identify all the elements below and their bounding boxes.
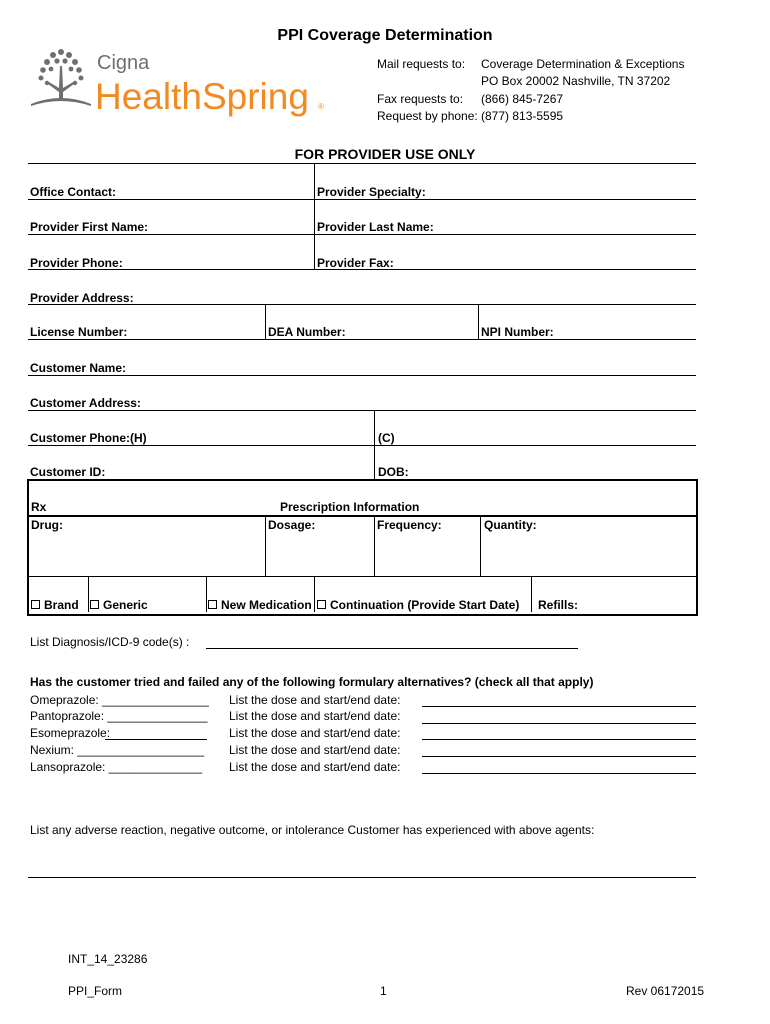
alternative-dose-input[interactable] — [422, 773, 696, 774]
generic-option[interactable] — [90, 598, 148, 612]
alternative-dose-label: List the dose and start/end date: — [229, 743, 401, 757]
fax-value: (866) 845-7267 — [481, 91, 564, 106]
phone-value: (877) 813-5595 — [481, 108, 564, 123]
column-divider — [206, 576, 207, 612]
alternative-drug: Esomeprazole: — [30, 726, 111, 740]
field-underline — [28, 375, 696, 376]
prescription-heading: Prescription Information — [280, 500, 420, 514]
form-title: PPI Coverage Determination — [277, 27, 493, 44]
column-divider — [480, 515, 481, 576]
alternative-dose-input[interactable] — [422, 706, 696, 707]
license-number-label: License Number: — [30, 325, 128, 339]
form-id: INT_14_23286 — [68, 952, 148, 966]
column-divider — [265, 304, 266, 339]
provider-first-name-label: Provider First Name: — [30, 220, 149, 234]
field-underline — [28, 234, 696, 235]
column-divider — [265, 515, 266, 576]
cigna-healthspring-logo — [27, 42, 327, 117]
continuation-option[interactable] — [317, 598, 519, 612]
field-underline — [28, 339, 696, 340]
provider-specialty-label: Provider Specialty: — [317, 185, 426, 199]
npi-number-label: NPI Number: — [481, 325, 554, 339]
form-name: PPI_Form — [68, 984, 123, 998]
new-medication-option[interactable] — [208, 598, 312, 612]
adverse-reaction-input[interactable] — [28, 877, 696, 878]
alternative-drug: Omeprazole: ________________ — [30, 693, 209, 707]
brand-checkbox[interactable] — [31, 600, 40, 609]
refills-label: Refills: — [538, 598, 579, 612]
customer-name-label: Customer Name: — [30, 361, 127, 375]
divider — [29, 576, 696, 577]
field-underline — [28, 445, 696, 446]
alternative-drug: Lansoprazole: ______________ — [30, 760, 203, 774]
diagnosis-input[interactable] — [206, 648, 578, 649]
column-divider — [478, 304, 479, 339]
provider-last-name-label: Provider Last Name: — [317, 220, 434, 234]
alternative-drug: Pantoprazole: _______________ — [30, 709, 208, 723]
alternative-dose-label: List the dose and start/end date: — [229, 693, 401, 707]
office-contact-label: Office Contact: — [30, 185, 117, 199]
generic-checkbox[interactable] — [90, 600, 99, 609]
alternative-check-input[interactable] — [105, 739, 207, 740]
drug-label: Drug: — [31, 518, 63, 532]
provider-address-label: Provider Address: — [30, 291, 134, 305]
column-divider — [314, 163, 315, 270]
page-number: 1 — [380, 984, 387, 998]
customer-id-label: Customer ID: — [30, 465, 106, 479]
alternative-dose-label: List the dose and start/end date: — [229, 709, 401, 723]
phone-label: Request by phone: — [377, 108, 478, 123]
brand-label: Brand — [44, 598, 79, 612]
field-underline — [28, 410, 696, 411]
alternatives-question: Has the customer tried and failed any of the following formulary alternatives? (check all that apply) — [30, 675, 594, 689]
rx-label: Rx — [31, 500, 47, 514]
brand-option[interactable] — [31, 598, 79, 612]
continuation-checkbox[interactable] — [317, 600, 326, 609]
new-medication-checkbox[interactable] — [208, 600, 217, 609]
customer-phone-h-label: Customer Phone:(H) — [30, 431, 147, 445]
dob-label: DOB: — [378, 465, 409, 479]
field-underline — [28, 199, 696, 200]
generic-label: Generic — [103, 598, 148, 612]
logo-brand-top: Cigna — [97, 52, 150, 74]
contact-values — [481, 56, 684, 125]
frequency-label: Frequency: — [377, 518, 442, 532]
quantity-label: Quantity: — [484, 518, 537, 532]
field-underline — [28, 304, 696, 305]
continuation-label: Continuation (Provide Start Date) — [330, 598, 520, 612]
new-medication-label: New Medication — [221, 598, 312, 612]
provider-section-title: FOR PROVIDER USE ONLY — [294, 146, 476, 162]
dea-number-label: DEA Number: — [268, 325, 346, 339]
mail-line1: Coverage Determination & Exceptions — [481, 57, 685, 71]
column-divider — [531, 576, 532, 612]
alternative-dose-input[interactable] — [422, 739, 696, 740]
column-divider — [314, 576, 315, 612]
alternative-dose-input[interactable] — [422, 756, 696, 757]
field-underline — [28, 269, 696, 270]
fax-label: Fax requests to: — [377, 91, 464, 106]
logo-registered-mark: ® — [318, 102, 324, 111]
customer-phone-c-label: (C) — [378, 431, 395, 445]
provider-phone-label: Provider Phone: — [30, 256, 123, 270]
dosage-label: Dosage: — [268, 518, 316, 532]
alternative-dose-input[interactable] — [422, 723, 696, 724]
revision: Rev 06172015 — [626, 984, 705, 998]
provider-fax-label: Provider Fax: — [317, 256, 394, 270]
alternative-drug: Nexium: ___________________ — [30, 743, 205, 757]
contact-labels — [377, 56, 478, 125]
column-divider — [88, 576, 89, 612]
divider — [29, 515, 696, 517]
adverse-reaction-label: List any adverse reaction, negative outcome, or intolerance Customer has experienced with above agents: — [30, 823, 595, 837]
mail-line2: PO Box 20002 Nashville, TN 37202 — [481, 74, 671, 89]
alternative-dose-label: List the dose and start/end date: — [229, 760, 401, 774]
column-divider — [374, 515, 375, 576]
diagnosis-label: List Diagnosis/ICD-9 code(s) : — [30, 635, 190, 649]
mail-label: Mail requests to: — [377, 57, 466, 71]
customer-address-label: Customer Address: — [30, 396, 141, 410]
tree-logo-icon — [27, 42, 327, 117]
divider — [28, 163, 696, 164]
alternative-dose-label: List the dose and start/end date: — [229, 726, 401, 740]
logo-brand-main: HealthSpring — [95, 76, 309, 117]
